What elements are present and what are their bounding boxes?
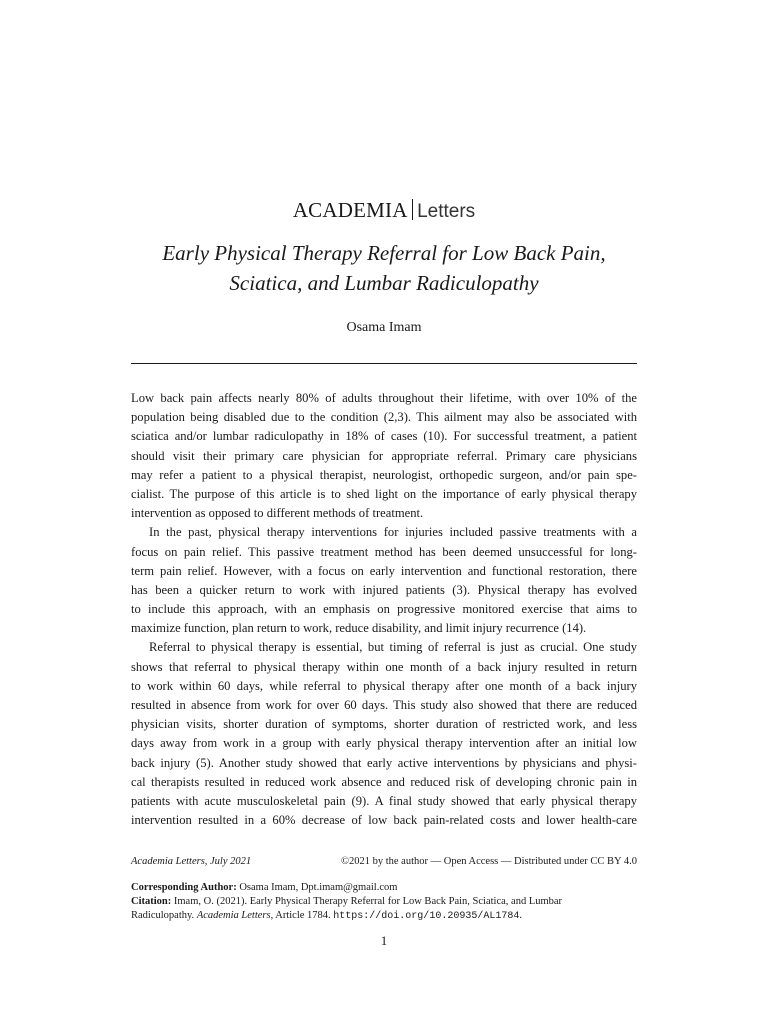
title-line: Sciatica, and Lumbar Radiculopathy — [229, 271, 539, 295]
body-line: has been a quicker return to work with injured patients (3). Physical therapy has evolved — [131, 582, 637, 597]
citation-end: . — [519, 910, 522, 921]
author-name: Osama Imam — [346, 320, 422, 335]
body-line: In the past, physical therapy interventions for injuries included passive treatments with a — [149, 525, 637, 540]
body-line: to include this approach, with an emphasis on progressive monitored exercise that aims to — [131, 602, 637, 617]
masthead-divider — [412, 199, 414, 220]
corresponding-author — [131, 881, 637, 895]
journal-masthead — [0, 198, 768, 223]
body-line: cal therapists resulted in reduced work absence and reduced risk of developing chronic pain in — [131, 774, 637, 789]
citation-line1: Imam, O. (2021). Early Physical Therapy Referral for Low Back Pain, Sciatica, and Lumbar — [173, 896, 563, 907]
title-line: Early Physical Therapy Referral for Low Back Pain, — [162, 241, 606, 265]
body-line: sciatica and/or lumbar radiculopathy in 18% of cases (10). For successful treatment, a patient — [131, 429, 637, 444]
body-line: to work within 60 days, while referral to physical therapy after one month of a back injury — [131, 678, 637, 693]
journal-subtitle: Letters — [417, 201, 476, 222]
body-line: term pain relief. However, with a focus on early intervention and functional restoration, there — [131, 563, 637, 578]
corresponding-value: Osama Imam, Dpt.imam@gmail.com — [239, 882, 398, 893]
body-line: Referral to physical therapy is essential, but timing of referral is just as crucial. One study — [149, 640, 637, 655]
body-line: may refer a patient to a physical therapist, neurologist, orthopedic surgeon, and/or pain spe- — [131, 467, 637, 482]
body-line: maximize function, plan return to work, reduce disability, and limit injury recurrence (14). — [131, 621, 587, 636]
citation — [131, 895, 637, 909]
article-body — [131, 389, 637, 830]
footer-license: ©2021 by the author — Open Access — Distributed under CC BY 4.0 — [340, 856, 637, 867]
body-line: cialist. The purpose of this article is to shed light on the importance of early physical therapy — [131, 486, 637, 501]
citation-continued — [131, 909, 637, 924]
page-footer — [131, 855, 637, 924]
citation-line2: Radiculopathy. — [131, 910, 195, 921]
citation-journal: Academia Letters — [196, 910, 271, 921]
body-line: resulted in absence from work for over 60 days. This study also showed that there are reduced — [131, 698, 637, 712]
body-line: days away from work in a group with early physical therapy intervention after an initial low — [131, 736, 637, 751]
corresponding-label: Corresponding Author: — [131, 882, 237, 893]
title-divider — [131, 363, 637, 364]
body-line: intervention resulted in a 60% decrease of low back pain-related costs and lower health-care — [131, 813, 637, 828]
citation-article: , Article 1784. — [270, 910, 331, 921]
body-line: shows that referral to physical therapy within one month of a back injury resulted in return — [131, 659, 637, 674]
body-line: population being disabled due to the condition (2,3). This ailment may also be associated with — [131, 410, 637, 425]
citation-doi-link[interactable]: https://doi.org/10.20935/AL1784 — [333, 911, 520, 922]
footer-journal: Academia Letters, July 2021 — [131, 856, 252, 867]
article-title — [84, 238, 684, 298]
body-line: physician visits, shorter duration of symptoms, shorter duration of restricted work, and less — [131, 717, 637, 732]
journal-brand: ACADEMIA — [292, 198, 408, 222]
body-line: Low back pain affects nearly 80% of adults throughout their lifetime, with over 10% of the — [131, 391, 637, 405]
page-number: 1 — [380, 933, 388, 948]
body-line: back injury (5). Another study showed that early active interventions by physicians and physi- — [131, 755, 637, 770]
body-line: should visit their primary care physician for appropriate referral. Primary care physicians — [131, 448, 637, 463]
body-line: focus on pain relief. This passive treatment method has been deemed unsuccessful for long- — [131, 544, 637, 559]
body-line: patients with acute musculoskeletal pain (9). A final study showed that early physical therapy — [131, 793, 637, 808]
citation-label: Citation: — [131, 896, 172, 907]
body-line: intervention as opposed to different methods of treatment. — [131, 506, 424, 521]
